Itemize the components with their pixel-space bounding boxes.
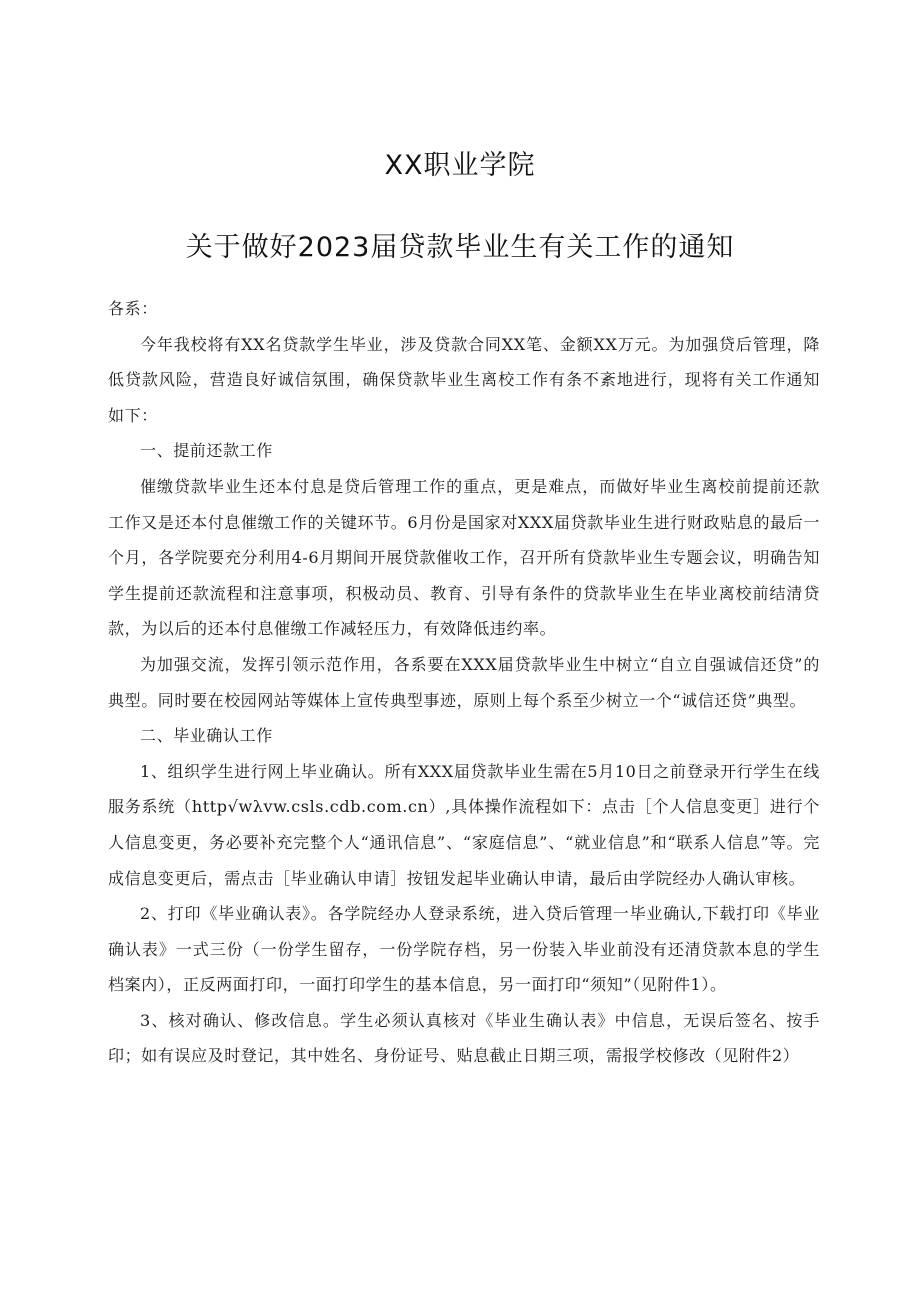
document-body [108, 291, 820, 1074]
section-heading-early-repayment: 一、提前还款工作 [140, 441, 273, 461]
paragraph: 为加强交流，发挥引领示范作用，各系要在XXX届贷款毕业生中树立“自立自强诚信还贷”的典型。同时要在校园网站等媒体上宣传典型事迹，原则上每个系至少树立一个“诚信还贷”典型。 [108, 654, 820, 710]
section-heading-graduation-confirmation: 二、毕业确认工作 [140, 726, 273, 746]
paragraph: 1、组织学生进行网上毕业确认。所有XXX届贷款毕业生需在5月10日之前登录开行学生在线服务系统（http√wλvw.csls.cdb.com.cn）,具体操作流程如下：点击［个人信息变更］进行个人信息变更，务必要补充完整个人“通讯信息”、“家庭信息”、“就业信息”和“联系人信息”等。完成信息变更后，需点击［毕业确认申请］按钮发起毕业确认申请，最后由学院经办人确认审核。 [108, 761, 820, 888]
document-title-institution: XX职业学院 [384, 150, 536, 181]
paragraph: 3、核对确认、修改信息。学生必须认真核对《毕业生确认表》中信息，无误后签名、按手印；如有误应及时登记，其中姓名、身份证号、贴息截止日期三项，需报学校修改（见附件2） [108, 1010, 820, 1066]
salutation: 各系： [108, 299, 158, 318]
paragraph: 2、打印《毕业确认表》。各学院经办人登录系统，进入贷后管理一毕业确认,下载打印《毕业确认表》一式三份（一份学生留存，一份学院存档，另一份装入毕业前没有还清贷款本息的学生档案内），正反两面打印，一面打印学生的基本信息，另一面打印“须知”（见附件1）。 [108, 904, 820, 995]
paragraph: 催缴贷款毕业生还本付息是贷后管理工作的重点，更是难点，而做好毕业生离校前提前还款工作又是还本付息催缴工作的关键环节。6月份是国家对XXX届贷款毕业生进行财政贴息的最后一个月，各学院要充分利用4-6月期间开展贷款催收工作，召开所有贷款毕业生专题会议，明确告知学生提前还款流程和注意事项，积极动员、教育、引导有条件的贷款毕业生在毕业离校前结清贷款，为以后的还本付息催缴工作减轻压力，有效降低违约率。 [108, 476, 820, 639]
intro-paragraph: 今年我校将有XX名贷款学生毕业，涉及贷款合同XX笔、金额XX万元。为加强贷后管理，降低贷款风险，营造良好诚信氛围，确保贷款毕业生离校工作有条不紊地进行，现将有关工作通知如下： [108, 334, 820, 425]
document-title-notice: 关于做好2023届贷款毕业生有关工作的通知 [185, 232, 735, 263]
